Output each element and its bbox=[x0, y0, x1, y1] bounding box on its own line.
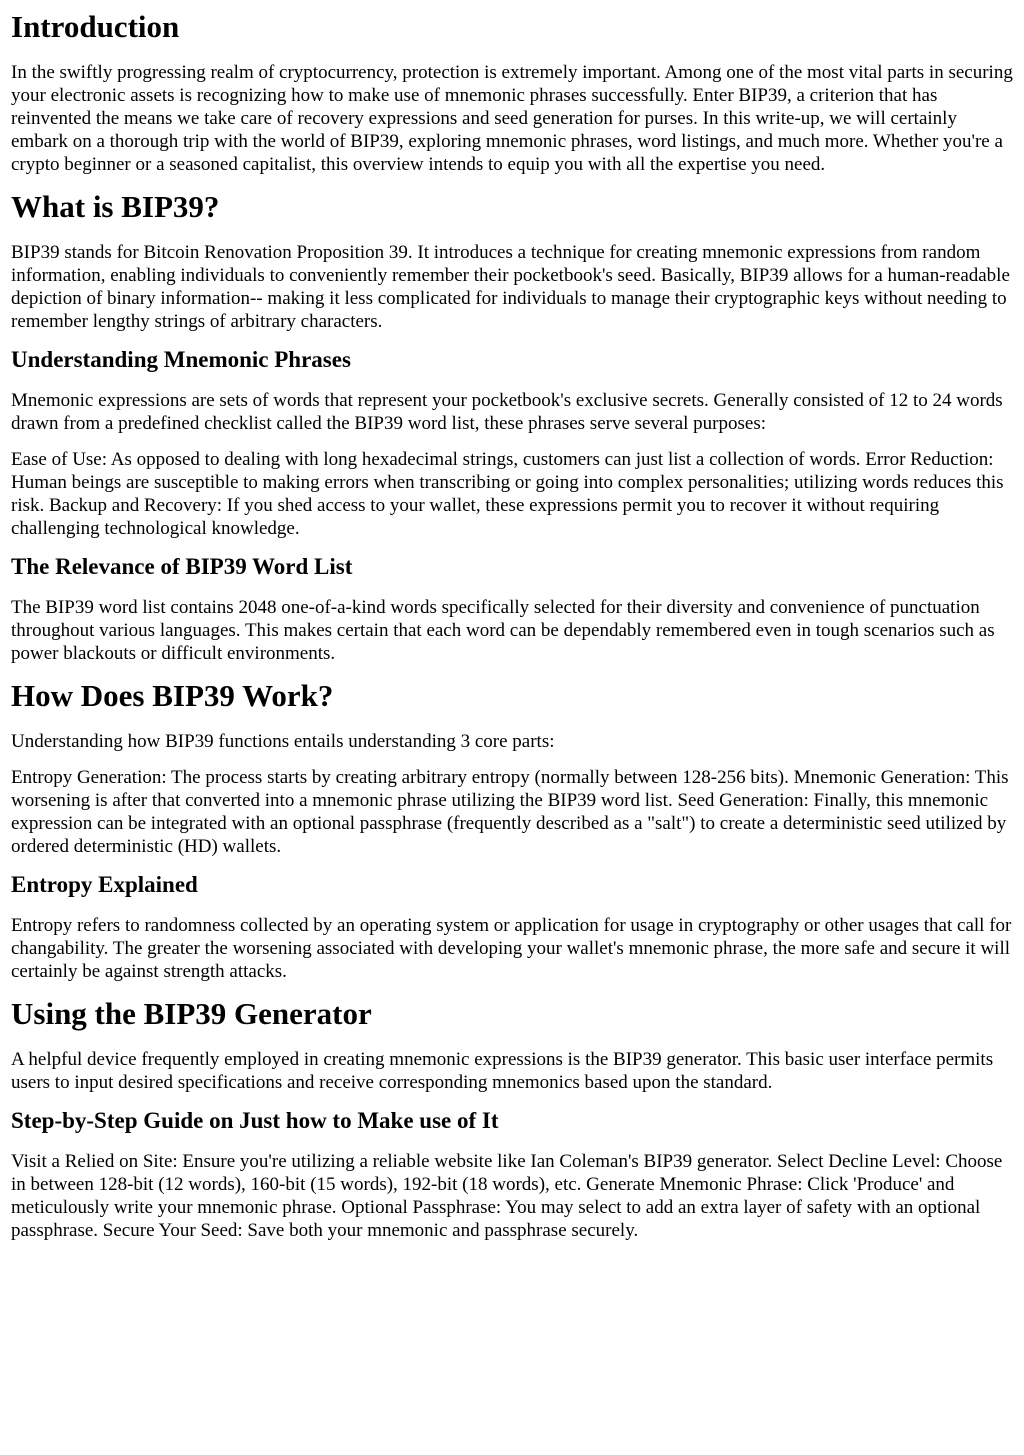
heading-what-is-bip39: What is BIP39? bbox=[11, 189, 220, 224]
paragraph-introduction: In the swiftly progressing realm of cryptocurrency, protection is extremely important. Among one of the most vital parts in securing your electronic assets is recognizing how to make use of mnemonic phrases successfully. Enter BIP39, a criterion that has reinvented the means we take care of recovery expressions and seed generation for purses. In this write-up, we will certainly embark on a thorough trip with the world of BIP39, exploring mnemonic phrases, word listings, and much more. Whether you're a crypto beginner or a seasoned capitalist, this overview intends to equip you with all the expertise you need. bbox=[11, 62, 1013, 175]
paragraph-core-parts: Entropy Generation: The process starts by creating arbitrary entropy (normally between 128-256 bits). Mnemonic Generation: This worsening is after that converted into a mnemonic phrase utilizing the BIP39 word list. Seed Generation: Finally, this mnemonic expression can be integrated with an optional passphrase (frequently described as a "salt") to create a deterministic seed utilized by ordered deterministic (HD) wallets. bbox=[11, 767, 1009, 857]
heading-introduction: Introduction bbox=[11, 9, 180, 44]
heading-entropy-explained: Entropy Explained bbox=[11, 872, 198, 897]
paragraph-mnemonic-intro: Mnemonic expressions are sets of words that represent your pocketbook's exclusive secrets. Generally consisted of 12 to 24 words drawn from a predefined checklist called the BIP39 word list, these phrases serve several purposes: bbox=[11, 390, 1003, 434]
paragraph-entropy: Entropy refers to randomness collected by an operating system or application for usage in cryptography or other usages that call for changability. The greater the worsening associated with developing your wallet's mnemonic phrase, the more safe and secure it will certainly be against strength attacks. bbox=[11, 915, 1012, 982]
heading-how-bip39-works: How Does BIP39 Work? bbox=[11, 678, 334, 713]
paragraph-step-by-step: Visit a Relied on Site: Ensure you're utilizing a reliable website like Ian Coleman's BIP39 generator. Select Decline Level: Choose in between 128-bit (12 words), 160-bit (15 words), 192-bit (18 words), etc. Generate Mnemonic Phrase: Click 'Produce' and meticulously write your mnemonic phrase. Optional Passphrase: You may select to add an extra layer of safety with an optional passphrase. Secure Your Seed: Save both your mnemonic and passphrase securely. bbox=[11, 1151, 1003, 1241]
paragraph-core-parts-intro: Understanding how BIP39 functions entails understanding 3 core parts: bbox=[11, 731, 555, 752]
heading-word-list-relevance: The Relevance of BIP39 Word List bbox=[11, 554, 353, 579]
heading-using-generator: Using the BIP39 Generator bbox=[11, 996, 372, 1031]
heading-step-by-step-guide: Step-by-Step Guide on Just how to Make use of It bbox=[11, 1108, 499, 1133]
heading-understanding-mnemonic-phrases: Understanding Mnemonic Phrases bbox=[11, 347, 351, 372]
paragraph-what-is-bip39: BIP39 stands for Bitcoin Renovation Proposition 39. It introduces a technique for creating mnemonic expressions from random information, enabling individuals to conveniently remember their pocketbook's seed. Basically, BIP39 allows for a human-readable depiction of binary information-- making it less complicated for individuals to manage their cryptographic keys without needing to remember lengthy strings of arbitrary characters. bbox=[11, 242, 1010, 332]
paragraph-word-list: The BIP39 word list contains 2048 one-of-a-kind words specifically selected for their diversity and convenience of punctuation throughout various languages. This makes certain that each word can be dependably remembered even in tough scenarios such as power blackouts or difficult environments. bbox=[11, 597, 995, 664]
paragraph-generator: A helpful device frequently employed in creating mnemonic expressions is the BIP39 generator. This basic user interface permits users to input desired specifications and receive corresponding mnemonics based upon the standard. bbox=[11, 1049, 994, 1093]
paragraph-mnemonic-purposes: Ease of Use: As opposed to dealing with long hexadecimal strings, customers can just list a collection of words. Error Reduction: Human beings are susceptible to making errors when transcribing or going into complex personalities; utilizing words reduces this risk. Backup and Recovery: If you shed access to your wallet, these expressions permit you to recover it without requiring challenging technological knowledge. bbox=[11, 449, 1004, 539]
article bbox=[0, 9, 1024, 1242]
